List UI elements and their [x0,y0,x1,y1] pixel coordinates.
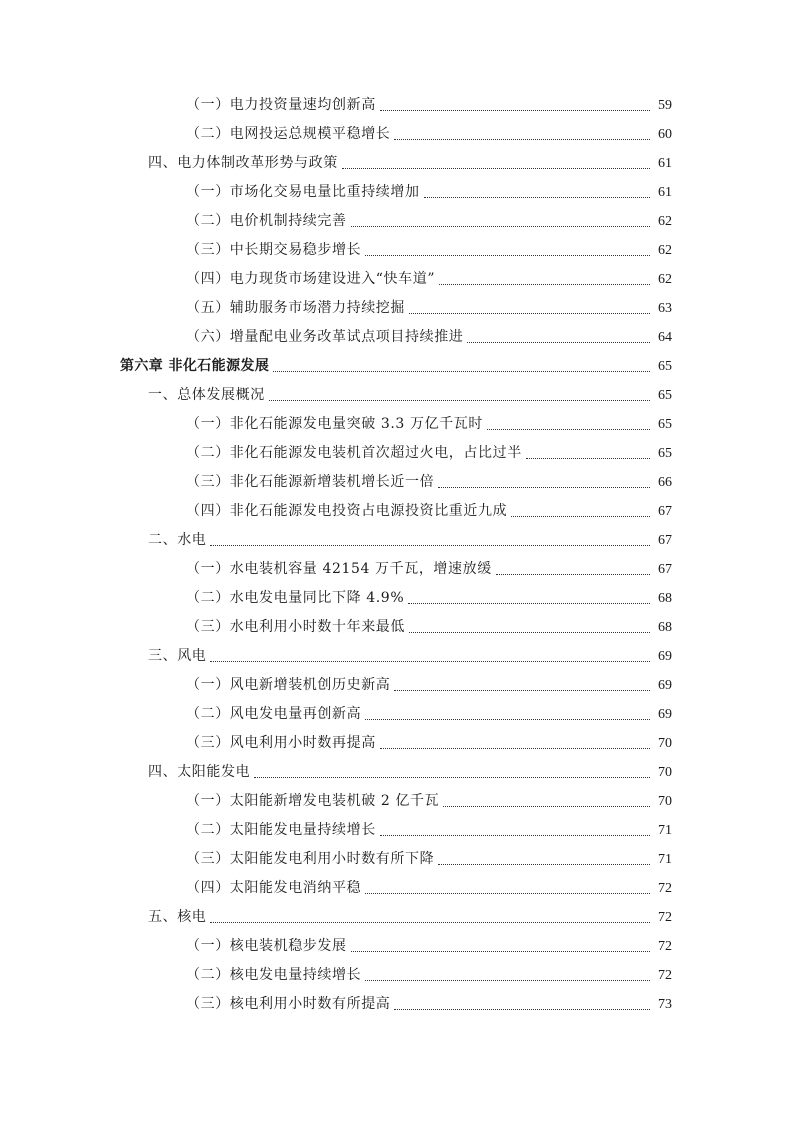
toc-entry-title: 四、太阳能发电 [148,764,251,780]
toc-page-number: 65 [658,417,672,432]
dot-leader [351,932,650,961]
toc-page-number: 69 [658,707,672,722]
toc-page-number: 72 [658,881,672,896]
toc-subsection-entry[interactable] [0,91,793,120]
toc-subsection-entry[interactable] [0,961,793,990]
toc-subsection-entry[interactable] [0,584,793,613]
toc-subsection-entry[interactable] [0,468,793,497]
dot-leader [409,613,650,642]
toc-subsection-entry[interactable] [0,671,793,700]
toc-subsection-entry[interactable] [0,990,793,1019]
dot-leader [365,236,650,265]
toc-page-number: 62 [658,272,672,287]
toc-subsection-entry[interactable] [0,613,793,642]
toc-subsection-entry[interactable] [0,236,793,265]
toc-entry-title: （二）电网投运总规模平稳增长 [186,126,391,142]
toc-entry-title: （一）太阳能新增发电装机破 2 亿千瓦 [186,793,440,809]
toc-entry-title: （二）太阳能发电量持续增长 [186,822,376,838]
dot-leader [467,323,650,352]
dot-leader [438,468,650,497]
toc-subsection-entry[interactable] [0,700,793,729]
toc-page-number: 67 [658,533,672,548]
toc-subsection-entry[interactable] [0,816,793,845]
toc-page-number: 65 [658,388,672,403]
toc-subsection-entry[interactable] [0,555,793,584]
toc-section-entry[interactable] [0,526,793,555]
toc-page-number: 72 [658,910,672,925]
toc-page-number: 72 [658,968,672,983]
dot-leader [351,207,650,236]
toc-page-number: 62 [658,214,672,229]
toc-section-entry[interactable] [0,642,793,671]
toc-page-number: 61 [658,185,672,200]
toc-subsection-entry[interactable] [0,410,793,439]
toc-entry-title: （二）非化石能源发电装机首次超过火电，占比过半 [186,445,522,461]
toc-entry-title: （一）市场化交易电量比重持续增加 [186,184,420,200]
dot-leader [394,990,650,1019]
toc-entry-title: 第六章 非化石能源发展 [120,358,270,374]
toc-entry-title: 一、总体发展概况 [148,387,265,403]
dot-leader [380,729,650,758]
toc-subsection-entry[interactable] [0,787,793,816]
toc-entry-title: （五）辅助服务市场潜力持续挖掘 [186,300,405,316]
toc-page-number: 69 [658,649,672,664]
toc-subsection-entry[interactable] [0,932,793,961]
dot-leader [443,787,650,816]
toc-entry-title: 五、核电 [148,909,207,925]
toc-entry-title: （四）太阳能发电消纳平稳 [186,880,362,896]
toc-page-number: 70 [658,765,672,780]
dot-leader [210,903,650,932]
dot-leader [273,352,650,381]
toc-subsection-entry[interactable] [0,845,793,874]
toc-entry-title: （四）电力现货市场建设进入“快车道” [186,271,436,287]
toc-section-entry[interactable] [0,758,793,787]
toc-subsection-entry[interactable] [0,874,793,903]
dot-leader [511,497,650,526]
toc-section-entry[interactable] [0,149,793,178]
toc-entry-title: （一）电力投资量速均创新高 [186,97,376,113]
toc-page-number: 68 [658,591,672,606]
toc-page-number: 69 [658,678,672,693]
dot-leader [365,961,650,990]
dot-leader [424,178,650,207]
toc-page-number: 66 [658,475,672,490]
dot-leader [254,758,650,787]
toc-entry-title: 四、电力体制改革形势与政策 [148,155,338,171]
dot-leader [380,91,650,120]
toc-page-number: 64 [658,330,672,345]
dot-leader [365,874,650,903]
toc-subsection-entry[interactable] [0,178,793,207]
toc-entry-title: （一）风电新增装机创历史新高 [186,677,391,693]
toc-page-number: 70 [658,794,672,809]
toc-entry-title: （一）水电装机容量 42154 万千瓦，增速放缓 [186,561,492,577]
dot-leader [394,120,650,149]
toc-section-entry[interactable] [0,903,793,932]
dot-leader [210,526,650,555]
toc-page-number: 73 [658,997,672,1012]
toc-subsection-entry[interactable] [0,294,793,323]
toc-page-number: 70 [658,736,672,751]
toc-page-number: 72 [658,939,672,954]
toc-page-number: 67 [658,562,672,577]
toc-page-number: 65 [658,446,672,461]
toc-subsection-entry[interactable] [0,729,793,758]
dot-leader [210,642,650,671]
toc-page-number: 67 [658,504,672,519]
table-of-contents [0,91,793,1019]
toc-entry-title: （一）非化石能源发电量突破 3.3 万亿千瓦时 [186,416,483,432]
toc-entry-title: （六）增量配电业务改革试点项目持续推进 [186,329,464,345]
dot-leader [365,700,650,729]
toc-subsection-entry[interactable] [0,207,793,236]
toc-section-entry[interactable] [0,381,793,410]
toc-chapter-entry[interactable] [0,352,793,381]
toc-page-number: 71 [658,823,672,838]
toc-page-number: 63 [658,301,672,316]
toc-subsection-entry[interactable] [0,265,793,294]
dot-leader [380,816,650,845]
toc-page-number: 61 [658,156,672,171]
toc-page-number: 65 [658,359,672,374]
toc-page-number: 68 [658,620,672,635]
toc-subsection-entry[interactable] [0,439,793,468]
toc-page-number: 62 [658,243,672,258]
toc-entry-title: （一）核电装机稳步发展 [186,938,347,954]
toc-entry-title: （三）中长期交易稳步增长 [186,242,362,258]
toc-entry-title: （三）风电利用小时数再提高 [186,735,376,751]
toc-page-number: 60 [658,127,672,142]
dot-leader [394,671,650,700]
toc-page-number: 71 [658,852,672,867]
toc-entry-title: （三）核电利用小时数有所提高 [186,996,391,1012]
toc-page-number: 59 [658,98,672,113]
dot-leader [342,149,650,178]
toc-entry-title: 二、水电 [148,532,207,548]
toc-subsection-entry[interactable] [0,497,793,526]
toc-entry-title: 三、风电 [148,648,207,664]
dot-leader [409,294,650,323]
toc-subsection-entry[interactable] [0,323,793,352]
dot-leader [526,439,650,468]
dot-leader [439,265,650,294]
dot-leader [438,845,650,874]
toc-entry-title: （二）核电发电量持续增长 [186,967,362,983]
dot-leader [408,584,650,613]
dot-leader [487,410,650,439]
toc-entry-title: （二）水电发电量同比下降 4.9% [186,590,405,606]
toc-entry-title: （三）水电利用小时数十年来最低 [186,619,405,635]
toc-subsection-entry[interactable] [0,120,793,149]
toc-entry-title: （二）电价机制持续完善 [186,213,347,229]
toc-entry-title: （二）风电发电量再创新高 [186,706,362,722]
toc-entry-title: （四）非化石能源发电投资占电源投资比重近九成 [186,503,508,519]
toc-entry-title: （三）非化石能源新增装机增长近一倍 [186,474,435,490]
dot-leader [269,381,650,410]
dot-leader [496,555,650,584]
toc-entry-title: （三）太阳能发电利用小时数有所下降 [186,851,435,867]
